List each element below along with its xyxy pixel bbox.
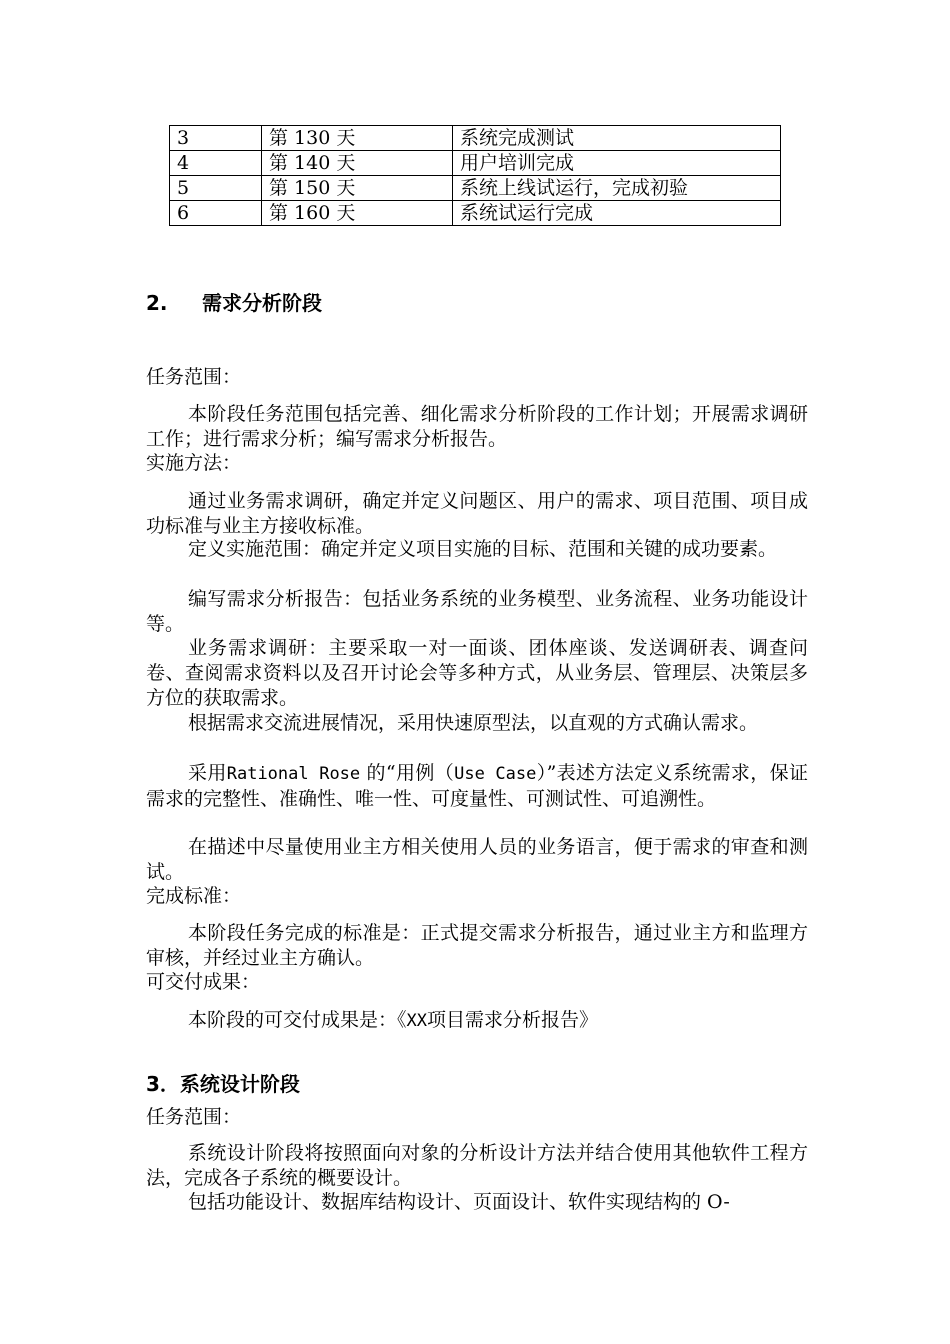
method-paragraph: 通过业务需求调研，确定并定义问题区、用户的需求、项目范围、项目成功标准与业主方接收标准。: [146, 490, 808, 537]
section-2-scope-text: 本阶段任务范围包括完善、细化需求分析阶段的工作计划；开展需求调研工作；进行需求分析；编写需求分析报告。: [146, 403, 808, 450]
deliverable-prefix: 本阶段的可交付成果是：《: [188, 1009, 407, 1031]
section-3-paragraph: 系统设计阶段将按照面向对象的分析设计方法并结合使用其他软件工程方法，完成各子系统的概要设计。: [146, 1142, 808, 1189]
section-2-standard-label: 完成标准：: [146, 885, 242, 907]
rational-rose-paragraph: [146, 761, 808, 812]
schedule-row: [170, 151, 781, 176]
section-3-title: 系统设计阶段: [179, 1072, 300, 1096]
method-paragraph: 业务需求调研：主要采取一对一面谈、团体座谈、发送调研表、调查问卷、查阅需求资料以及召开讨论会等多种方式，从业务层、管理层、决策层多方位的获取需求。: [146, 637, 808, 709]
method-paragraph: 定义实施范围：确定并定义项目实施的目标、范围和关键的成功要素。: [188, 538, 778, 560]
deliverable-xx: XX: [406, 1011, 427, 1031]
schedule-row: [170, 126, 781, 151]
schedule-cell-day: 第 130 天: [262, 126, 453, 151]
business-language-paragraph: 在描述中尽量使用业主方相关使用人员的业务语言，便于需求的审查和测试。: [146, 836, 808, 883]
section-2-number: 2.: [146, 291, 168, 315]
section-3-paragraph: 包括功能设计、数据库结构设计、页面设计、软件实现结构的 O-: [188, 1191, 730, 1213]
section-3-heading: [146, 1068, 300, 1097]
schedule-cell-milestone: 系统上线试运行，完成初验: [453, 176, 781, 201]
section-2-standard-text: 本阶段任务完成的标准是：正式提交需求分析报告，通过业主方和监理方审核，并经过业主方确认。: [146, 922, 808, 969]
schedule-cell-number: 4: [170, 151, 262, 176]
deliverable-suffix: 项目需求分析报告》: [427, 1009, 599, 1031]
schedule-cell-number: 6: [170, 201, 262, 226]
schedule-cell-number: 5: [170, 176, 262, 201]
schedule-table: [169, 125, 781, 226]
schedule-cell-milestone: 用户培训完成: [453, 151, 781, 176]
schedule-cell-day: 第 160 天: [262, 201, 453, 226]
schedule-row: [170, 201, 781, 226]
section-3-number: 3．: [146, 1072, 180, 1096]
schedule-cell-number: 3: [170, 126, 262, 151]
rational-rose-term: Rational Rose: [226, 764, 361, 784]
schedule-cell-day: 第 140 天: [262, 151, 453, 176]
method-paragraph: 根据需求交流进展情况，采用快速原型法，以直观的方式确认需求。: [188, 712, 759, 734]
rational-suffix: ）”表述方法定义系统需求，保证需求的完整性、准确性、唯一性、可度量性、可测试性、可追溯性。: [146, 762, 808, 810]
section-2-title: 需求分析阶段: [202, 291, 322, 315]
rational-mid: 的“用例（: [360, 762, 455, 784]
schedule-row: [170, 176, 781, 201]
section-2-deliverable-label: 可交付成果：: [146, 971, 261, 993]
rational-prefix: 采用: [188, 762, 227, 784]
use-case-term: Use Case: [454, 764, 537, 784]
section-2-scope-label: 任务范围：: [146, 366, 242, 388]
schedule-cell-milestone: 系统试运行完成: [453, 201, 781, 226]
schedule-cell-milestone: 系统完成测试: [453, 126, 781, 151]
section-2-deliverable-text: [146, 1008, 808, 1034]
section-3-scope-label: 任务范围：: [146, 1106, 242, 1128]
method-paragraph: 编写需求分析报告：包括业务系统的业务模型、业务流程、业务功能设计等。: [146, 588, 808, 635]
schedule-cell-day: 第 150 天: [262, 176, 453, 201]
section-2-method-label: 实施方法：: [146, 452, 242, 474]
section-2-heading: [146, 287, 322, 316]
